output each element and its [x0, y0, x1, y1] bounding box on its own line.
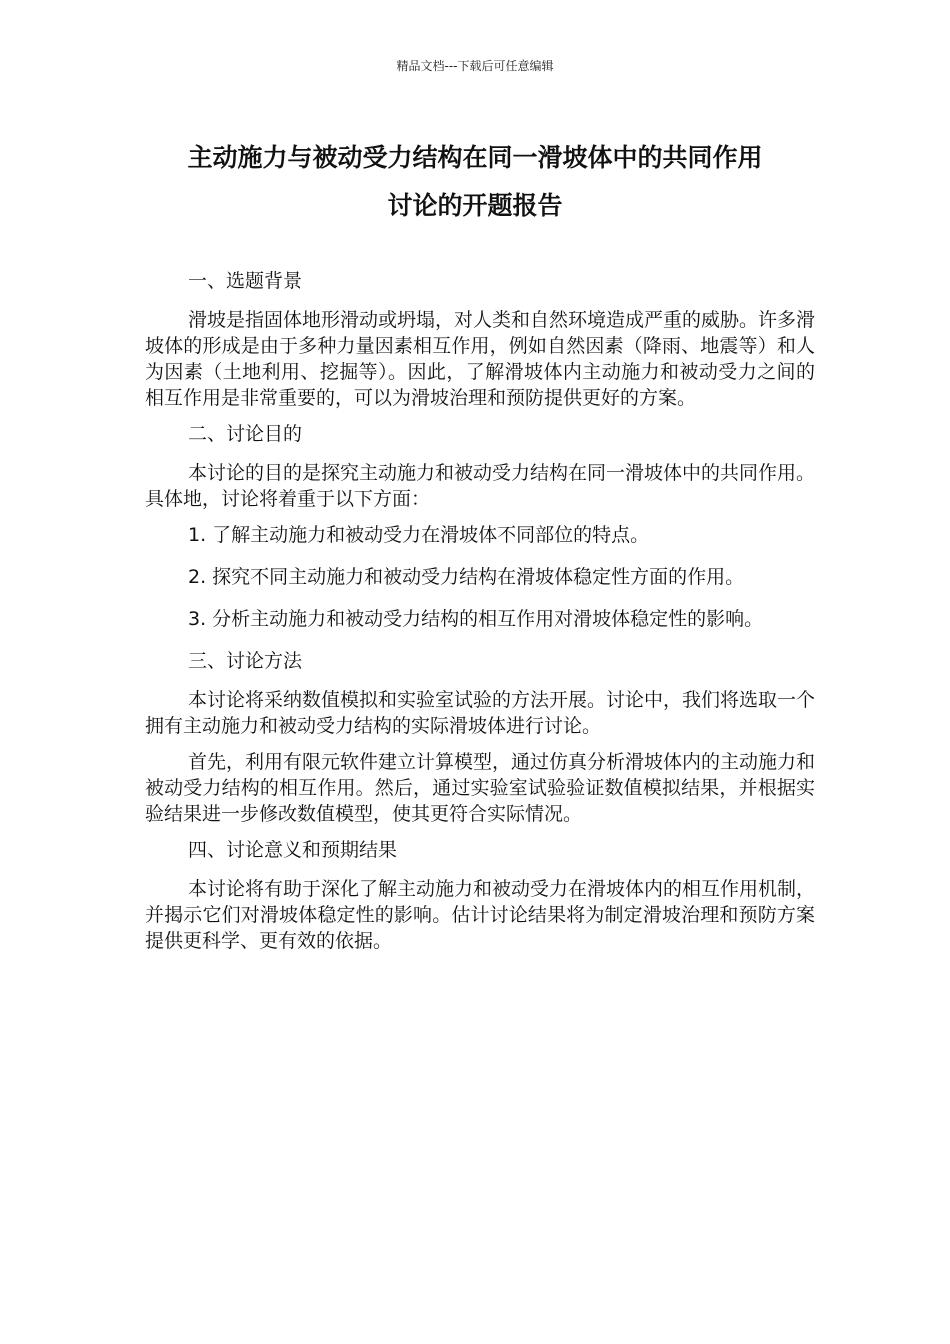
document-body: [145, 268, 815, 964]
paragraph-method-2: 首先，利用有限元软件建立计算模型，通过仿真分析滑坡体内的主动施力和被动受力结构的相互作用。然后，通过实验室试验验证数值模拟结果，并根据实验结果进一步修改数值模型，使其更符合实际情况。: [145, 751, 816, 825]
list-item-purpose-3: 3. 分析主动施力和被动受力结构的相互作用对滑坡体稳定性的影响。: [188, 608, 764, 630]
title-line-1: 主动施力与被动受力结构在同一滑坡体中的共同作用: [187, 143, 763, 172]
section-heading-purpose: 二、讨论目的: [188, 423, 303, 445]
paragraph-background: 滑坡是指固体地形滑动或坍塌，对人类和自然环境造成严重的威胁。许多滑坡体的形成是由于多种力量因素相互作用，例如自然因素（降雨、地震等）和人为因素（土地利用、挖掘等）。因此，了解滑坡体内主动施力和被动受力之间的相互作用是非常重要的，可以为滑坡治理和预防提供更好的方案。: [145, 309, 816, 409]
title-line-2: 讨论的开题报告: [387, 191, 563, 220]
section-heading-background: 一、选题背景: [188, 270, 303, 292]
list-item-purpose-1: 1. 了解主动施力和被动受力在滑坡体不同部位的特点。: [188, 524, 650, 546]
document-title: [120, 134, 830, 230]
paragraph-method-1: 本讨论将采纳数值模拟和实验室试验的方法开展。讨论中，我们将选取一个拥有主动施力和被动受力结构的实际滑坡体进行讨论。: [145, 689, 816, 737]
paragraph-significance: 本讨论将有助于深化了解主动施力和被动受力在滑坡体内的相互作用机制，并揭示它们对滑坡体稳定性的影响。估计讨论结果将为制定滑坡治理和预防方案提供更科学、更有效的依据。: [145, 878, 816, 952]
paragraph-purpose: 本讨论的目的是探究主动施力和被动受力结构在同一滑坡体中的共同作用。具体地，讨论将着重于以下方面：: [145, 462, 816, 510]
section-heading-method: 三、讨论方法: [188, 650, 303, 672]
list-item-purpose-2: 2. 探究不同主动施力和被动受力结构在滑坡体稳定性方面的作用。: [188, 566, 745, 588]
page-header-text: 精品文档---下载后可任意编辑: [396, 59, 554, 73]
section-heading-significance: 四、讨论意义和预期结果: [188, 839, 398, 861]
